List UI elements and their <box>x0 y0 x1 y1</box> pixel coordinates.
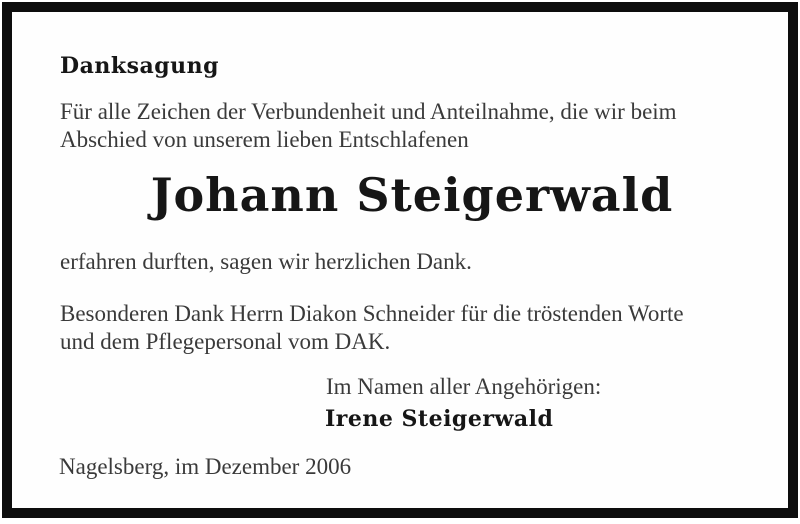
thanks-line: erfahren durften, sagen wir herzlichen Dank. <box>60 249 472 274</box>
deceased-name: Johann Steigerwald <box>150 168 674 222</box>
special-thanks-line-1: Besonderen Dank Herrn Diakon Schneider für die tröstenden Worte <box>60 301 684 326</box>
notice-border-frame <box>2 2 798 518</box>
intro-paragraph <box>60 98 677 154</box>
on-behalf-label: Im Namen aller Angehörigen: <box>326 374 602 399</box>
place-and-date: Nagelsberg, im Dezember 2006 <box>59 454 352 479</box>
special-thanks-paragraph <box>60 300 684 356</box>
intro-line-1: Für alle Zeichen der Verbundenheit und Anteilnahme, die wir beim <box>60 99 677 124</box>
notice-type-heading: Danksagung <box>60 53 219 79</box>
mourner-name: Irene Steigerwald <box>325 406 554 432</box>
special-thanks-line-2: und dem Pflegepersonal vom DAK. <box>60 329 391 354</box>
intro-line-2: Abschied von unserem lieben Entschlafenen <box>60 127 469 152</box>
